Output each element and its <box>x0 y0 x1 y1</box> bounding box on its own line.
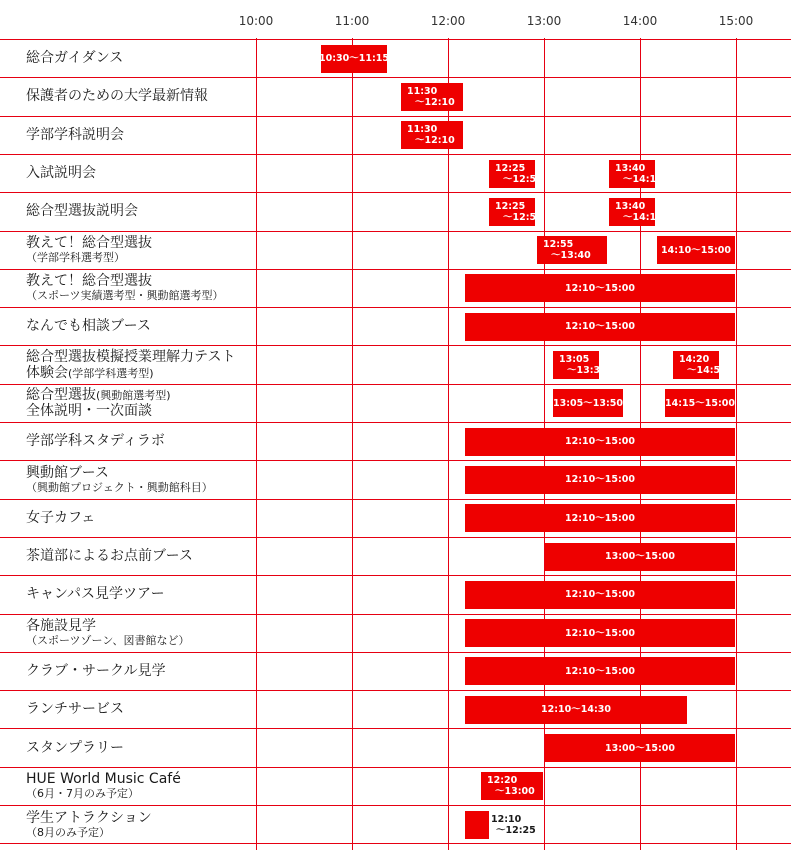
event-label <box>26 231 254 269</box>
event-title-line <box>26 88 254 104</box>
event-label <box>26 269 254 307</box>
event-title-line <box>26 203 254 219</box>
time-tick-label: 13:00 <box>526 14 562 28</box>
time-slot-block <box>545 734 735 762</box>
time-slot-text: ～13:35 <box>567 365 607 377</box>
time-slot-block <box>465 696 687 724</box>
time-slot-label <box>491 814 536 836</box>
event-title-line <box>26 349 254 365</box>
event-label <box>26 614 254 652</box>
event-title-line <box>26 365 254 381</box>
time-slot-text: 13:05 <box>559 354 590 366</box>
time-slot-text: 11:30 <box>407 85 438 97</box>
event-title-line <box>26 433 254 449</box>
event-title: 女子カフェ <box>26 509 96 526</box>
event-label <box>26 690 254 728</box>
time-slot-text: 12:10～15:00 <box>565 474 635 486</box>
time-slot-text: 12:10～15:00 <box>565 282 635 294</box>
time-slot-block <box>609 198 663 226</box>
event-title: HUE World Music Café <box>26 771 181 788</box>
event-label <box>26 422 254 460</box>
event-title: 総合型選抜 <box>26 386 96 403</box>
event-title-line <box>26 273 254 289</box>
time-slot-block <box>465 428 735 456</box>
event-label <box>26 384 254 422</box>
time-tick-label: 10:00 <box>238 14 274 28</box>
time-slot-block <box>465 274 735 302</box>
event-title: 学部学科スタディラボ <box>26 433 165 450</box>
time-slot-text: 13:00～15:00 <box>605 742 675 754</box>
event-label <box>26 116 254 154</box>
time-slot-text: 14:10～15:00 <box>661 244 731 256</box>
event-label <box>26 767 254 805</box>
time-slot-block <box>665 389 735 417</box>
time-tick-label: 12:00 <box>430 14 466 28</box>
time-slot-text: 10:30～11:15 <box>319 53 389 65</box>
time-slot-text: 12:10～15:00 <box>565 589 635 601</box>
time-slot-text: 12:20 <box>487 775 518 787</box>
time-slot-block <box>321 45 387 73</box>
event-title-line <box>26 127 254 143</box>
time-slot-block <box>401 121 463 149</box>
event-title: ランチサービス <box>26 701 124 718</box>
time-tick-label: 11:00 <box>334 14 370 28</box>
time-slot-text: 12:10～15:00 <box>565 436 635 448</box>
time-slot-text: 14:15～15:00 <box>665 397 735 409</box>
time-tick-label: 15:00 <box>718 14 754 28</box>
event-title-line <box>26 810 254 826</box>
event-label <box>26 575 254 613</box>
time-slot-block <box>465 619 735 647</box>
time-slot-block <box>537 236 607 264</box>
time-slot-text: 12:10～15:00 <box>565 512 635 524</box>
time-slot-text: 14:20 <box>679 354 710 366</box>
time-slot-text: ～12:10 <box>415 135 455 147</box>
event-title: 総合ガイダンス <box>26 50 124 67</box>
time-slot-text: 13:05～13:50 <box>553 397 623 409</box>
event-title-line <box>26 387 254 403</box>
time-slot-text: 12:10 <box>491 813 522 825</box>
event-title: 学部学科説明会 <box>26 126 124 143</box>
time-slot-block <box>465 466 735 494</box>
event-title: 興動館ブース <box>26 464 109 481</box>
time-slot-block <box>553 389 623 417</box>
event-title: 教えて！総合型選抜 <box>26 273 152 290</box>
event-title: 入試説明会 <box>26 165 96 182</box>
time-slot-text: 12:25 <box>495 162 526 174</box>
time-slot-text: 13:00～15:00 <box>605 551 675 563</box>
event-title-line <box>26 318 254 334</box>
time-slot-block <box>481 772 543 800</box>
event-subtitle: （スポーツゾーン、図書館など） <box>26 634 190 648</box>
time-slot-text: ～12:25 <box>496 824 536 836</box>
event-title: 各施設見学 <box>26 618 96 635</box>
event-label <box>26 77 254 115</box>
time-slot-block <box>401 83 463 111</box>
time-slot-text: 12:55 <box>543 239 574 251</box>
time-slot-text: 11:30 <box>407 124 438 136</box>
event-subtitle: （8月のみ予定） <box>26 825 110 839</box>
time-slot-block <box>489 160 543 188</box>
event-title-line <box>26 586 254 602</box>
event-label <box>26 805 254 843</box>
time-slot-block <box>657 236 735 264</box>
event-subtitle: （スポーツ実績選考型・興動館選考型） <box>26 289 224 303</box>
time-slot-text: ～14:10 <box>623 173 663 185</box>
time-slot-block <box>465 657 735 685</box>
time-tick-label: 14:00 <box>622 14 658 28</box>
time-slot-text: 12:10～15:00 <box>565 321 635 333</box>
time-slot-text: ～12:10 <box>415 96 455 108</box>
time-slot-text: 12:10～15:00 <box>565 627 635 639</box>
time-slot-text: ～14:50 <box>687 365 727 377</box>
event-subtitle: （学部学科選考型） <box>26 251 125 265</box>
time-slot-text: 12:25 <box>495 200 526 212</box>
event-subtitle: （6月・7月のみ予定） <box>26 787 139 801</box>
event-title-line <box>26 548 254 564</box>
event-title-line <box>26 663 254 679</box>
event-title: 教えて！総合型選抜 <box>26 235 152 252</box>
event-title-line <box>26 50 254 66</box>
event-title-line <box>26 740 254 756</box>
time-slot-text: ～12:55 <box>503 211 543 223</box>
time-slot-block <box>489 198 543 226</box>
event-title: 総合型選抜説明会 <box>26 203 138 220</box>
time-slot-text: 12:10～14:30 <box>541 704 611 716</box>
time-slot-text: ～12:55 <box>503 173 543 185</box>
time-slot-block <box>673 351 727 379</box>
event-title-note: (学部学科選考型) <box>68 366 154 380</box>
event-title-line <box>26 701 254 717</box>
event-label <box>26 39 254 77</box>
event-title: スタンプラリー <box>26 739 124 756</box>
time-slot-block <box>609 160 663 188</box>
time-slot-block <box>553 351 607 379</box>
event-title: 保護者のための大学最新情報 <box>26 88 208 105</box>
event-title: なんでも相談ブース <box>26 318 151 335</box>
time-slot-block <box>545 543 735 571</box>
row-divider <box>0 843 791 844</box>
time-slot-text: ～14:10 <box>623 211 663 223</box>
event-label <box>26 499 254 537</box>
event-title-line <box>26 403 254 419</box>
event-label <box>26 460 254 498</box>
time-slot-text: ～13:40 <box>551 250 591 262</box>
event-title: キャンパス見学ツアー <box>26 586 165 603</box>
time-slot-text: ～13:00 <box>495 786 535 798</box>
time-slot-text: 12:10～15:00 <box>565 665 635 677</box>
time-slot-text: 13:40 <box>615 162 646 174</box>
time-slot-block <box>465 313 735 341</box>
time-slot-block <box>465 581 735 609</box>
event-title-note: (興動館選考型) <box>96 388 171 402</box>
event-title-second: 体験会 <box>26 364 68 381</box>
event-title: 茶道部によるお点前ブース <box>26 548 193 565</box>
event-title-line <box>26 235 254 251</box>
time-slot-block <box>465 811 489 839</box>
event-title-line <box>26 465 254 481</box>
event-label <box>26 652 254 690</box>
time-slot-text: 13:40 <box>615 200 646 212</box>
event-title-line <box>26 510 254 526</box>
event-label <box>26 307 254 345</box>
event-label <box>26 728 254 766</box>
event-label <box>26 537 254 575</box>
event-title: クラブ・サークル見学 <box>26 662 166 679</box>
event-label <box>26 345 254 383</box>
event-title: 学生アトラクション <box>26 809 152 826</box>
event-title: 総合型選抜模擬授業理解力テスト <box>26 348 236 365</box>
event-title-second: 全体説明・一次面談 <box>26 402 152 419</box>
event-label <box>26 154 254 192</box>
event-title-line <box>26 165 254 181</box>
event-title-line <box>26 618 254 634</box>
event-label <box>26 192 254 230</box>
time-slot-block <box>465 504 735 532</box>
event-title-line <box>26 771 254 787</box>
event-subtitle: （興動館プロジェクト・興動館科目） <box>26 480 213 494</box>
